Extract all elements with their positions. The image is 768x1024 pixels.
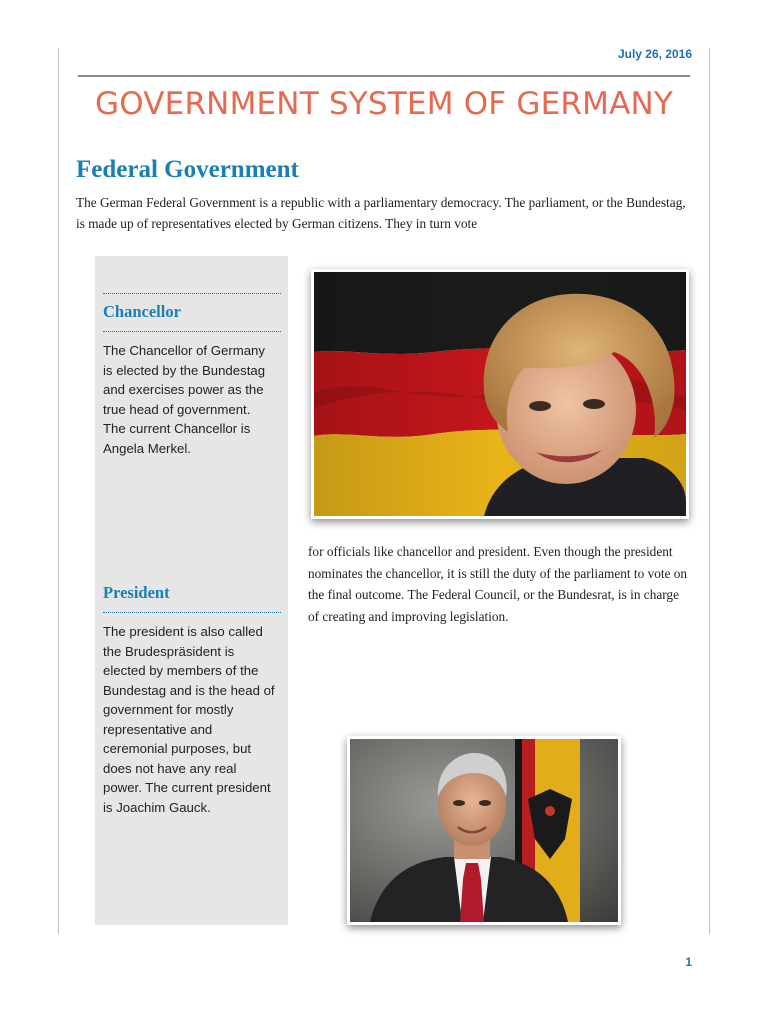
divider (103, 293, 281, 294)
chancellor-photo-image (314, 272, 686, 516)
divider (103, 331, 281, 332)
section-heading: Federal Government (76, 156, 299, 183)
left-margin-line (58, 48, 59, 934)
divider (103, 612, 281, 613)
president-heading: President (103, 583, 170, 602)
intro-paragraph: The German Federal Government is a republic with a parliamentary democracy. The parliament, or the Bundestag, is made up of representatives elected by German citizens. They in turn vote (76, 195, 686, 231)
president-text: The president is also called the Brudespräsident is elected by members of the Bundestag and is the head of government for mostly representative and ceremonial purposes, but does not have any real power. The current president is Joachim Gauck. (103, 624, 275, 815)
right-margin-line (709, 48, 710, 934)
president-photo-image (350, 739, 618, 922)
document-date: July 26, 2016 (617, 47, 692, 61)
document-title: GOVERNMENT SYSTEM OF GERMANY (94, 86, 674, 122)
continued-paragraph: for officials like chancellor and president. Even though the president nominates the chancellor, it is still the duty of the parliament to vote on the final outcome. The Federal Council, or the Bundesrat, is in charge of creating and improving legislation. (308, 544, 688, 624)
chancellor-heading: Chancellor (103, 302, 181, 321)
president-photo (347, 736, 621, 925)
page-number: 1 (685, 955, 692, 969)
header-rule (78, 75, 690, 77)
chancellor-photo (311, 269, 689, 519)
chancellor-text: The Chancellor of Germany is elected by the Bundestag and exercises power as the true head of government. The current Chancellor is Angela Merkel. (103, 343, 266, 456)
